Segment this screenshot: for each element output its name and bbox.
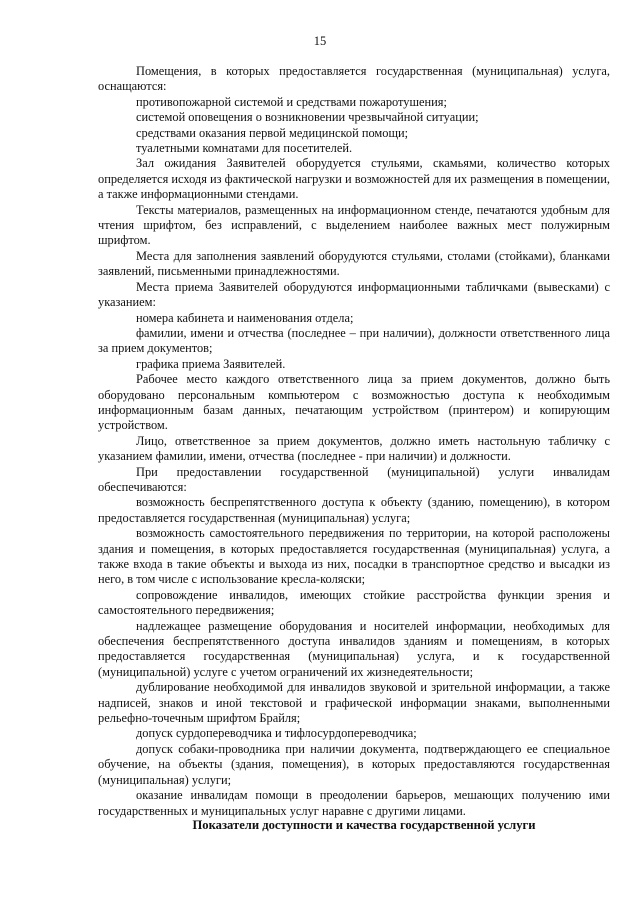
paragraph: оказание инвалидам помощи в преодолении барьеров, мешающих получению ими государственных и муниципальных услуг наравне с другими лицами. (98, 788, 610, 818)
paragraph: Помещения, в которых предоставляется государственная (муниципальная) услуга, оснащаются: (98, 64, 610, 94)
paragraph: надлежащее размещение оборудования и носителей информации, необходимых для обеспечения беспрепятственного доступа инвалидов зданиям и помещениям, в которых предоставляется государственная (муниципальная) услуга, и к государственной (муниципальной) услуге с учетом ограничений их жизнедеятельности; (98, 618, 610, 679)
paragraph: При предоставлении государственной (муниципальной) услуги инвалидам обеспечиваются: (98, 464, 610, 494)
paragraph: возможность самостоятельного передвижения по территории, на которой расположены здания и помещения, в которых предоставляется государственная (муниципальная) услуга, а также входа в такие объекты и выхода из них, посадки в транспортное средство и высадки из него, в том числе с использование кресла-коляски; (98, 526, 610, 587)
paragraph: Места приема Заявителей оборудуются информационными табличками (вывесками) с указанием: (98, 279, 610, 310)
list-item: туалетными комнатами для посетителей. (136, 141, 353, 156)
list-item: графика приема Заявителей. (136, 356, 286, 371)
paragraph: Рабочее место каждого ответственного лица за прием документов, должно быть оборудовано персональным компьютером с возможностью доступа к необходимым информационным базам данных, печатающим устройством (принтером) и копирующим устройством. (98, 372, 610, 433)
paragraph: возможность беспрепятственного доступа к объекту (зданию, помещению), в котором предоставляется государственная (муниципальная) услуга; (98, 495, 610, 525)
paragraph: Зал ожидания Заявителей оборудуется стульями, скамьями, количество которых определяется исходя из фактической нагрузки и возможностей для их размещения в помещении, а также информационными стендами. (98, 156, 610, 202)
list-item: противопожарной системой и средствами пожаротушения; (136, 94, 447, 109)
document-body (98, 64, 610, 819)
list-item: системой оповещения о возникновении чрезвычайной ситуации; (136, 110, 479, 125)
section-heading: Показатели доступности и качества государственной услуги (192, 818, 536, 832)
paragraph: дублирование необходимой для инвалидов звуковой и зрительной информации, а также надписей, знаков и иной текстовой и графической информации знаками, выполненными рельефно-точечным шрифтом Брайля; (98, 680, 610, 726)
list-item: допуск сурдопереводчика и тифлосурдопереводчика; (136, 726, 417, 741)
list-item: средствами оказания первой медицинской помощи; (136, 125, 409, 140)
paragraph: Тексты материалов, размещенных на информационном стенде, печатаются удобным для чтения шрифтом, без исправлений, с выделением наиболее важных мест полужирным шрифтом. (98, 202, 610, 248)
paragraph: допуск собаки-проводника при наличии документа, подтверждающего ее специальное обучение, на объекты (здания, помещения), в которых предоставляются государственная (муниципальная) услуги; (98, 741, 610, 787)
page-number: 15 (313, 34, 327, 48)
list-item: номера кабинета и наименования отдела; (136, 310, 354, 325)
paragraph: Места для заполнения заявлений оборудуются стульями, столами (стойками), бланками заявлений, письменными принадлежностями. (98, 248, 610, 279)
paragraph: фамилии, имени и отчества (последнее – при наличии), должности ответственного лица за прием документов; (98, 325, 610, 356)
paragraph: Лицо, ответственное за прием документов, должно иметь настольную табличку с указанием фамилии, имени, отчества (последнее - при наличии) и должности. (98, 433, 610, 464)
paragraph: сопровождение инвалидов, имеющих стойкие расстройства функции зрения и самостоятельного передвижения; (98, 587, 610, 618)
